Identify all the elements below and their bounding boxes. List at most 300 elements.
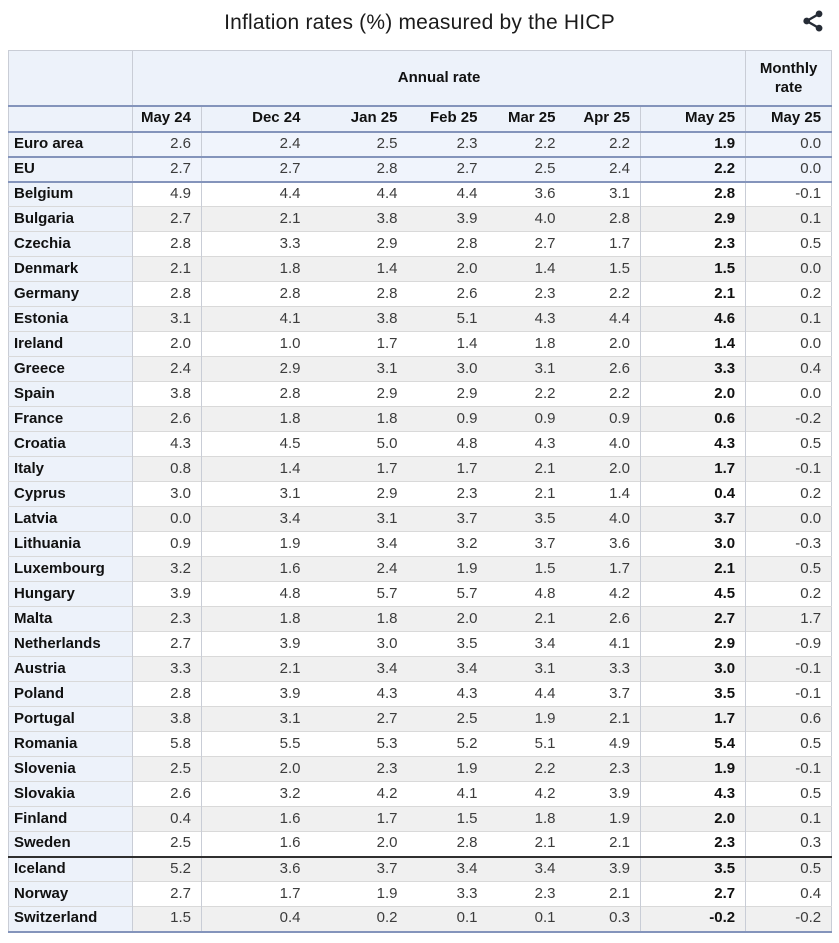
table-row	[9, 307, 832, 332]
value-cell: 0.0	[746, 157, 832, 182]
value-cell: 2.8	[311, 157, 408, 182]
value-cell: 1.8	[311, 607, 408, 632]
value-cell: 2.7	[133, 157, 202, 182]
value-cell: 2.1	[202, 657, 311, 682]
value-cell: 2.1	[488, 607, 566, 632]
table-row	[9, 607, 832, 632]
value-cell: 2.0	[566, 332, 641, 357]
value-cell: 3.4	[488, 857, 566, 882]
value-cell: 1.8	[202, 257, 311, 282]
value-cell: 5.7	[408, 582, 488, 607]
value-cell: 3.6	[202, 857, 311, 882]
table-row	[9, 707, 832, 732]
value-cell: 1.7	[408, 457, 488, 482]
table-row	[9, 832, 832, 857]
share-button[interactable]	[799, 8, 827, 36]
value-cell: 0.4	[746, 357, 832, 382]
value-cell: 1.7	[641, 707, 746, 732]
value-cell: 3.9	[202, 632, 311, 657]
value-cell: 2.3	[641, 832, 746, 857]
table-row	[9, 282, 832, 307]
value-cell: 2.1	[202, 207, 311, 232]
value-cell: 0.4	[133, 807, 202, 832]
value-cell: 5.0	[311, 432, 408, 457]
value-cell: 2.3	[641, 232, 746, 257]
value-cell: 3.1	[311, 357, 408, 382]
table-row	[9, 907, 832, 932]
value-cell: 2.7	[408, 157, 488, 182]
value-cell: 3.3	[202, 232, 311, 257]
value-cell: 0.1	[746, 807, 832, 832]
table-row	[9, 557, 832, 582]
value-cell: 1.8	[488, 332, 566, 357]
value-cell: 2.3	[133, 607, 202, 632]
value-cell: 0.3	[746, 832, 832, 857]
value-cell: 0.3	[566, 907, 641, 932]
value-cell: 2.6	[566, 607, 641, 632]
value-cell: 3.5	[641, 682, 746, 707]
value-cell: 3.0	[133, 482, 202, 507]
value-cell: -0.9	[746, 632, 832, 657]
value-cell: 3.2	[408, 532, 488, 557]
value-cell: 3.3	[408, 882, 488, 907]
value-cell: 3.7	[641, 507, 746, 532]
value-cell: 2.0	[133, 332, 202, 357]
value-cell: 3.1	[202, 482, 311, 507]
value-cell: 1.6	[202, 807, 311, 832]
value-cell: 2.3	[488, 882, 566, 907]
value-cell: -0.1	[746, 682, 832, 707]
value-cell: -0.1	[746, 182, 832, 207]
row-header-country: Belgium	[9, 182, 133, 207]
row-header-country: Croatia	[9, 432, 133, 457]
value-cell: 2.5	[133, 832, 202, 857]
value-cell: 2.2	[488, 382, 566, 407]
value-cell: 1.5	[133, 907, 202, 932]
row-header-country: Germany	[9, 282, 133, 307]
table-row	[9, 357, 832, 382]
table-row	[9, 807, 832, 832]
value-cell: 2.7	[311, 707, 408, 732]
value-cell: 4.4	[408, 182, 488, 207]
table-row	[9, 382, 832, 407]
value-cell: -0.1	[746, 757, 832, 782]
value-cell: 2.8	[566, 207, 641, 232]
value-cell: 2.5	[133, 757, 202, 782]
value-cell: 2.7	[133, 882, 202, 907]
col-header-dec24: Dec 24	[202, 106, 311, 132]
value-cell: 1.8	[488, 807, 566, 832]
value-cell: 0.5	[746, 857, 832, 882]
value-cell: 2.1	[566, 707, 641, 732]
value-cell: 0.5	[746, 782, 832, 807]
value-cell: 3.3	[641, 357, 746, 382]
value-cell: 2.1	[566, 832, 641, 857]
value-cell: 3.1	[488, 657, 566, 682]
value-cell: 2.0	[641, 807, 746, 832]
value-cell: 2.3	[408, 482, 488, 507]
value-cell: 2.6	[133, 132, 202, 157]
row-header-country: Ireland	[9, 332, 133, 357]
value-cell: 0.5	[746, 432, 832, 457]
value-cell: 4.1	[566, 632, 641, 657]
value-cell: 4.0	[566, 507, 641, 532]
value-cell: 2.8	[641, 182, 746, 207]
value-cell: 1.5	[566, 257, 641, 282]
col-header-jan25: Jan 25	[311, 106, 408, 132]
value-cell: 5.5	[202, 732, 311, 757]
annual-rate-header: Annual rate	[133, 51, 746, 106]
value-cell: 2.1	[566, 882, 641, 907]
value-cell: 3.9	[566, 782, 641, 807]
value-cell: 4.3	[408, 682, 488, 707]
value-cell: 5.1	[408, 307, 488, 332]
value-cell: 4.2	[488, 782, 566, 807]
value-cell: 2.6	[566, 357, 641, 382]
value-cell: 2.7	[488, 232, 566, 257]
value-cell: 2.5	[488, 157, 566, 182]
value-cell: 2.2	[566, 282, 641, 307]
value-cell: 1.7	[566, 557, 641, 582]
value-cell: -0.2	[746, 907, 832, 932]
inflation-table	[8, 50, 832, 933]
value-cell: 0.6	[746, 707, 832, 732]
table-row	[9, 232, 832, 257]
value-cell: 1.9	[311, 882, 408, 907]
value-cell: 0.0	[746, 132, 832, 157]
row-header-country: Hungary	[9, 582, 133, 607]
value-cell: 1.4	[641, 332, 746, 357]
value-cell: 2.7	[641, 882, 746, 907]
row-header-country: EU	[9, 157, 133, 182]
value-cell: 4.8	[408, 432, 488, 457]
value-cell: 3.5	[408, 632, 488, 657]
value-cell: 0.4	[746, 882, 832, 907]
geo-column-header	[9, 106, 133, 132]
value-cell: 1.0	[202, 332, 311, 357]
row-header-country: Sweden	[9, 832, 133, 857]
table-row	[9, 682, 832, 707]
table-row	[9, 732, 832, 757]
table-row	[9, 482, 832, 507]
month-header-row	[9, 106, 832, 132]
value-cell: 2.7	[133, 632, 202, 657]
value-cell: 5.2	[408, 732, 488, 757]
value-cell: 3.0	[641, 532, 746, 557]
value-cell: 1.6	[202, 832, 311, 857]
value-cell: 2.7	[202, 157, 311, 182]
value-cell: 3.0	[408, 357, 488, 382]
value-cell: 1.7	[641, 457, 746, 482]
table-row	[9, 407, 832, 432]
value-cell: 0.4	[641, 482, 746, 507]
value-cell: 2.1	[641, 282, 746, 307]
value-cell: 0.9	[488, 407, 566, 432]
row-header-country: Malta	[9, 607, 133, 632]
value-cell: 3.9	[408, 207, 488, 232]
value-cell: 1.9	[408, 757, 488, 782]
value-cell: 2.8	[311, 282, 408, 307]
value-cell: 4.8	[202, 582, 311, 607]
value-cell: 3.7	[408, 507, 488, 532]
value-cell: 3.6	[566, 532, 641, 557]
value-cell: -0.3	[746, 532, 832, 557]
value-cell: -0.1	[746, 457, 832, 482]
table-row	[9, 332, 832, 357]
table-row	[9, 157, 832, 182]
value-cell: 4.9	[566, 732, 641, 757]
value-cell: 3.2	[202, 782, 311, 807]
row-header-country: Greece	[9, 357, 133, 382]
value-cell: 2.2	[488, 132, 566, 157]
page-title: Inflation rates (%) measured by the HICP	[224, 11, 615, 34]
col-header-feb25: Feb 25	[408, 106, 488, 132]
value-cell: 2.9	[641, 632, 746, 657]
value-cell: 0.5	[746, 732, 832, 757]
value-cell: 3.0	[641, 657, 746, 682]
value-cell: 4.3	[488, 432, 566, 457]
value-cell: 2.5	[408, 707, 488, 732]
row-header-country: Romania	[9, 732, 133, 757]
value-cell: 2.3	[311, 757, 408, 782]
table-row	[9, 457, 832, 482]
value-cell: 4.3	[641, 782, 746, 807]
value-cell: 3.7	[566, 682, 641, 707]
value-cell: 4.4	[566, 307, 641, 332]
value-cell: 4.5	[202, 432, 311, 457]
value-cell: 2.2	[566, 132, 641, 157]
value-cell: 3.5	[641, 857, 746, 882]
row-header-country: Lithuania	[9, 532, 133, 557]
value-cell: 2.8	[133, 232, 202, 257]
value-cell: 2.6	[133, 407, 202, 432]
table-row	[9, 857, 832, 882]
value-cell: 3.1	[133, 307, 202, 332]
table-row	[9, 257, 832, 282]
value-cell: 2.8	[133, 682, 202, 707]
value-cell: 3.4	[488, 632, 566, 657]
value-cell: 4.2	[311, 782, 408, 807]
value-cell: 2.8	[408, 232, 488, 257]
value-cell: 2.6	[133, 782, 202, 807]
value-cell: 1.4	[311, 257, 408, 282]
col-header-may25-annual: May 25	[641, 106, 746, 132]
value-cell: 1.8	[311, 407, 408, 432]
value-cell: 2.9	[311, 382, 408, 407]
value-cell: 0.2	[746, 582, 832, 607]
col-header-apr25: Apr 25	[566, 106, 641, 132]
value-cell: 0.1	[746, 307, 832, 332]
share-icon	[800, 22, 826, 37]
value-cell: 2.4	[311, 557, 408, 582]
value-cell: 4.0	[566, 432, 641, 457]
value-cell: 5.8	[133, 732, 202, 757]
value-cell: 1.4	[566, 482, 641, 507]
value-cell: 2.0	[641, 382, 746, 407]
value-cell: 2.4	[202, 132, 311, 157]
monthly-rate-header: Monthly rate	[746, 51, 832, 106]
value-cell: 2.1	[488, 457, 566, 482]
value-cell: 2.2	[566, 382, 641, 407]
value-cell: 2.9	[202, 357, 311, 382]
row-header-country: Portugal	[9, 707, 133, 732]
value-cell: 0.5	[746, 232, 832, 257]
value-cell: 0.6	[641, 407, 746, 432]
value-cell: 1.9	[408, 557, 488, 582]
value-cell: 3.9	[202, 682, 311, 707]
value-cell: 3.7	[311, 857, 408, 882]
value-cell: 1.9	[641, 132, 746, 157]
value-cell: 4.3	[488, 307, 566, 332]
value-cell: -0.2	[641, 907, 746, 932]
row-header-country: Latvia	[9, 507, 133, 532]
value-cell: 3.4	[311, 532, 408, 557]
value-cell: 0.0	[133, 507, 202, 532]
value-cell: 1.4	[408, 332, 488, 357]
value-cell: 4.9	[133, 182, 202, 207]
value-cell: 1.7	[566, 232, 641, 257]
value-cell: 3.9	[566, 857, 641, 882]
value-cell: 2.8	[202, 282, 311, 307]
value-cell: 3.8	[311, 307, 408, 332]
value-cell: 0.1	[488, 907, 566, 932]
row-header-country: Finland	[9, 807, 133, 832]
value-cell: 2.1	[488, 832, 566, 857]
corner-cell	[9, 51, 133, 106]
value-cell: -0.1	[746, 657, 832, 682]
value-cell: 2.2	[641, 157, 746, 182]
value-cell: 5.2	[133, 857, 202, 882]
row-header-country: Euro area	[9, 132, 133, 157]
table-row	[9, 582, 832, 607]
value-cell: 2.8	[133, 282, 202, 307]
row-header-country: Iceland	[9, 857, 133, 882]
value-cell: 1.9	[202, 532, 311, 557]
value-cell: 2.0	[408, 607, 488, 632]
col-header-may24: May 24	[133, 106, 202, 132]
value-cell: 1.7	[202, 882, 311, 907]
value-cell: 4.2	[566, 582, 641, 607]
value-cell: 3.4	[202, 507, 311, 532]
row-header-country: Bulgaria	[9, 207, 133, 232]
value-cell: 3.1	[311, 507, 408, 532]
value-cell: 4.5	[641, 582, 746, 607]
value-cell: 1.8	[202, 407, 311, 432]
value-cell: 2.2	[488, 757, 566, 782]
value-cell: 3.4	[408, 857, 488, 882]
table-row	[9, 182, 832, 207]
value-cell: 0.0	[746, 507, 832, 532]
value-cell: 1.5	[488, 557, 566, 582]
value-cell: 0.2	[746, 482, 832, 507]
value-cell: 3.1	[566, 182, 641, 207]
value-cell: 3.4	[311, 657, 408, 682]
value-cell: 1.6	[202, 557, 311, 582]
value-cell: 1.7	[311, 457, 408, 482]
value-cell: 3.3	[566, 657, 641, 682]
title-bar	[0, 0, 839, 50]
table-body	[9, 132, 832, 932]
value-cell: -0.2	[746, 407, 832, 432]
row-header-country: Spain	[9, 382, 133, 407]
value-cell: 0.2	[746, 282, 832, 307]
value-cell: 1.9	[641, 757, 746, 782]
value-cell: 1.7	[311, 807, 408, 832]
value-cell: 3.8	[311, 207, 408, 232]
value-cell: 2.8	[202, 382, 311, 407]
value-cell: 2.0	[311, 832, 408, 857]
value-cell: 2.0	[408, 257, 488, 282]
row-header-country: Luxembourg	[9, 557, 133, 582]
value-cell: 4.6	[641, 307, 746, 332]
row-header-country: Norway	[9, 882, 133, 907]
value-cell: 3.3	[133, 657, 202, 682]
value-cell: 1.9	[566, 807, 641, 832]
value-cell: 2.1	[641, 557, 746, 582]
value-cell: 2.9	[641, 207, 746, 232]
value-cell: 0.9	[566, 407, 641, 432]
row-header-country: France	[9, 407, 133, 432]
value-cell: 2.4	[133, 357, 202, 382]
value-cell: 0.0	[746, 382, 832, 407]
value-cell: 2.4	[566, 157, 641, 182]
row-header-country: Italy	[9, 457, 133, 482]
group-header-row	[9, 51, 832, 106]
col-header-mar25: Mar 25	[488, 106, 566, 132]
value-cell: 1.5	[408, 807, 488, 832]
row-header-country: Slovenia	[9, 757, 133, 782]
value-cell: 3.5	[488, 507, 566, 532]
value-cell: 3.8	[133, 707, 202, 732]
value-cell: 5.1	[488, 732, 566, 757]
value-cell: 3.1	[488, 357, 566, 382]
value-cell: 3.9	[133, 582, 202, 607]
value-cell: 4.3	[641, 432, 746, 457]
row-header-country: Austria	[9, 657, 133, 682]
value-cell: 1.4	[488, 257, 566, 282]
value-cell: 3.0	[311, 632, 408, 657]
value-cell: 2.7	[641, 607, 746, 632]
value-cell: 1.8	[202, 607, 311, 632]
value-cell: 4.1	[408, 782, 488, 807]
value-cell: 2.5	[311, 132, 408, 157]
value-cell: 0.8	[133, 457, 202, 482]
value-cell: 1.7	[746, 607, 832, 632]
table-row	[9, 757, 832, 782]
table-row	[9, 532, 832, 557]
value-cell: 4.3	[311, 682, 408, 707]
row-header-country: Czechia	[9, 232, 133, 257]
value-cell: 4.4	[202, 182, 311, 207]
value-cell: 2.9	[311, 482, 408, 507]
value-cell: 1.4	[202, 457, 311, 482]
table-row	[9, 882, 832, 907]
value-cell: 0.1	[408, 907, 488, 932]
table-row	[9, 507, 832, 532]
value-cell: 1.7	[311, 332, 408, 357]
value-cell: 0.0	[746, 332, 832, 357]
table-row	[9, 657, 832, 682]
value-cell: 4.8	[488, 582, 566, 607]
value-cell: 0.2	[311, 907, 408, 932]
value-cell: 3.1	[202, 707, 311, 732]
value-cell: 1.9	[488, 707, 566, 732]
value-cell: 2.3	[408, 132, 488, 157]
value-cell: 4.0	[488, 207, 566, 232]
value-cell: 0.4	[202, 907, 311, 932]
value-cell: 2.9	[311, 232, 408, 257]
value-cell: 4.4	[488, 682, 566, 707]
